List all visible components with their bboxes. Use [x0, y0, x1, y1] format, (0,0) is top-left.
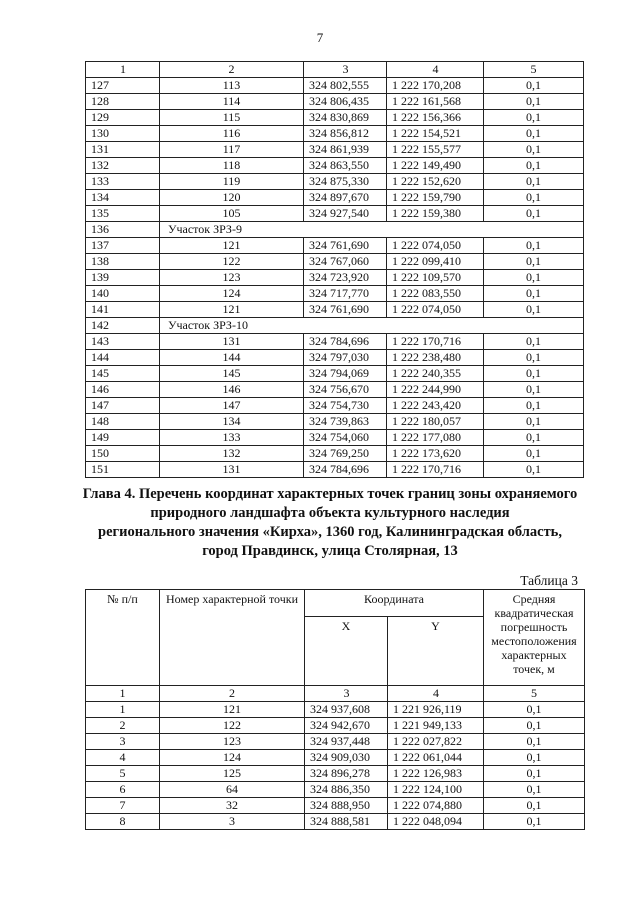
- error-value: 0,1: [484, 446, 584, 462]
- coord-y: 1 222 238,480: [387, 350, 484, 366]
- table-row: [86, 78, 584, 94]
- coord-x: 324 767,060: [304, 254, 387, 270]
- coord-x: 324 806,435: [304, 94, 387, 110]
- table-row: [86, 782, 585, 798]
- coord-x: 324 886,350: [305, 782, 388, 798]
- error-value: 0,1: [484, 190, 584, 206]
- coord-y: 1 222 159,790: [387, 190, 484, 206]
- table-row: [86, 286, 584, 302]
- row-number: 127: [86, 78, 160, 94]
- coord-x: 324 769,250: [304, 446, 387, 462]
- coord-y: 1 222 154,521: [387, 126, 484, 142]
- coord-x: 324 927,540: [304, 206, 387, 222]
- coord-y: 1 222 126,983: [388, 766, 484, 782]
- coord-x: 324 794,069: [304, 366, 387, 382]
- error-value: 0,1: [484, 206, 584, 222]
- table-row: [86, 158, 584, 174]
- coord-x: 324 861,939: [304, 142, 387, 158]
- row-number: 5: [86, 766, 160, 782]
- point-number: 132: [160, 446, 304, 462]
- coord-y: 1 222 243,420: [387, 398, 484, 414]
- coord-y: 1 222 170,716: [387, 334, 484, 350]
- coord-x: 324 723,920: [304, 270, 387, 286]
- error-value: 0,1: [484, 366, 584, 382]
- coord-y: 1 222 061,044: [388, 750, 484, 766]
- coord-x: 324 754,730: [304, 398, 387, 414]
- coord-y: 1 222 173,620: [387, 446, 484, 462]
- coord-y: 1 222 074,050: [387, 302, 484, 318]
- row-number: 146: [86, 382, 160, 398]
- point-number: 123: [160, 270, 304, 286]
- coord-x: 324 856,812: [304, 126, 387, 142]
- coord-x: 324 942,670: [305, 718, 388, 734]
- header-y: Y: [388, 617, 484, 686]
- error-value: 0,1: [484, 798, 585, 814]
- table-row: [86, 350, 584, 366]
- error-value: 5: [484, 686, 585, 702]
- column-index-row: [86, 62, 584, 78]
- chapter-heading-line: природного ландшафта объекта культурного наследия: [150, 505, 510, 521]
- row-number: 128: [86, 94, 160, 110]
- row-number: 132: [86, 158, 160, 174]
- row-number: 133: [86, 174, 160, 190]
- error-value: 0,1: [484, 782, 585, 798]
- error-value: 5: [484, 62, 584, 78]
- coord-x: 324 888,581: [305, 814, 388, 830]
- point-number: 121: [160, 238, 304, 254]
- header-point: Номер характерной точки: [160, 590, 305, 686]
- table-row: [86, 238, 584, 254]
- coord-y: 1 222 170,208: [387, 78, 484, 94]
- coord-y: 1 222 177,080: [387, 430, 484, 446]
- table-row: [86, 270, 584, 286]
- coord-x: 324 909,030: [305, 750, 388, 766]
- row-number: 144: [86, 350, 160, 366]
- error-value: 0,1: [484, 126, 584, 142]
- coord-x: 324 830,869: [304, 110, 387, 126]
- coord-y: 1 222 244,990: [387, 382, 484, 398]
- row-number: 130: [86, 126, 160, 142]
- coordinates-table-3: [85, 589, 585, 830]
- table-row: [86, 750, 585, 766]
- error-value: 0,1: [484, 462, 584, 478]
- table-row: [86, 366, 584, 382]
- table-row: [86, 382, 584, 398]
- point-number: 134: [160, 414, 304, 430]
- point-number: 114: [160, 94, 304, 110]
- coord-x: 3: [305, 686, 388, 702]
- point-number: 131: [160, 334, 304, 350]
- header-x: X: [305, 617, 388, 686]
- coord-y: 1 221 926,119: [388, 702, 484, 718]
- table-row: [86, 702, 585, 718]
- error-value: 0,1: [484, 734, 585, 750]
- table-row: [86, 814, 585, 830]
- point-number: 131: [160, 462, 304, 478]
- table-row: [86, 302, 584, 318]
- coordinates-table-continued: [85, 61, 584, 478]
- point-number: 113: [160, 78, 304, 94]
- error-value: 0,1: [484, 350, 584, 366]
- chapter-heading-line: город Правдинск, улица Столярная, 13: [202, 543, 458, 559]
- error-value: 0,1: [484, 94, 584, 110]
- row-number: 151: [86, 462, 160, 478]
- header-coords: Координата: [305, 590, 484, 617]
- point-number: 124: [160, 750, 305, 766]
- error-value: 0,1: [484, 302, 584, 318]
- error-value: 0,1: [484, 158, 584, 174]
- coord-y: 4: [387, 62, 484, 78]
- row-number: 131: [86, 142, 160, 158]
- error-value: 0,1: [484, 286, 584, 302]
- point-number: 133: [160, 430, 304, 446]
- table-row: [86, 462, 584, 478]
- error-value: 0,1: [484, 238, 584, 254]
- point-number: 105: [160, 206, 304, 222]
- point-number: 117: [160, 142, 304, 158]
- section-row: [86, 318, 584, 334]
- coord-x: 324 937,448: [305, 734, 388, 750]
- error-value: 0,1: [484, 174, 584, 190]
- error-value: 0,1: [484, 398, 584, 414]
- error-value: 0,1: [484, 414, 584, 430]
- section-title: Участок ЗРЗ-10: [160, 318, 584, 334]
- row-number: 3: [86, 734, 160, 750]
- row-number: 143: [86, 334, 160, 350]
- coord-x: 324 739,863: [304, 414, 387, 430]
- coord-y: 1 222 240,355: [387, 366, 484, 382]
- coord-x: 324 761,690: [304, 302, 387, 318]
- point-number: 146: [160, 382, 304, 398]
- error-value: 0,1: [484, 766, 585, 782]
- table-row: [86, 110, 584, 126]
- point-number: 118: [160, 158, 304, 174]
- coord-y: 1 222 109,570: [387, 270, 484, 286]
- coord-y: 1 222 180,057: [387, 414, 484, 430]
- row-number: 135: [86, 206, 160, 222]
- coord-y: 1 222 083,550: [387, 286, 484, 302]
- row-number: 2: [86, 718, 160, 734]
- coord-y: 1 222 159,380: [387, 206, 484, 222]
- coord-y: 1 222 074,880: [388, 798, 484, 814]
- header-num: № п/п: [86, 590, 160, 686]
- coord-y: 1 222 074,050: [387, 238, 484, 254]
- point-number: 32: [160, 798, 305, 814]
- coord-y: 1 222 048,094: [388, 814, 484, 830]
- point-number: 115: [160, 110, 304, 126]
- point-number: 120: [160, 190, 304, 206]
- table-row: [86, 126, 584, 142]
- chapter-heading-line: Глава 4. Перечень координат характерных точек границ зоны охраняемого: [82, 486, 578, 502]
- coord-y: 1 222 161,568: [387, 94, 484, 110]
- row-number: 8: [86, 814, 160, 830]
- table-row: [86, 446, 584, 462]
- error-value: 0,1: [484, 382, 584, 398]
- row-number: 136: [86, 222, 160, 238]
- table-row: [86, 430, 584, 446]
- coord-x: 324 875,330: [304, 174, 387, 190]
- coord-y: 1 222 124,100: [388, 782, 484, 798]
- row-number: 1: [86, 686, 160, 702]
- row-number: 148: [86, 414, 160, 430]
- coord-x: 324 761,690: [304, 238, 387, 254]
- coord-x: 324 756,670: [304, 382, 387, 398]
- row-number: 138: [86, 254, 160, 270]
- table-row: [86, 254, 584, 270]
- point-number: 121: [160, 302, 304, 318]
- coord-y: 1 222 170,716: [387, 462, 484, 478]
- row-number: 150: [86, 446, 160, 462]
- coord-x: 324 797,030: [304, 350, 387, 366]
- error-value: 0,1: [484, 334, 584, 350]
- coord-x: 324 784,696: [304, 462, 387, 478]
- row-number: 4: [86, 750, 160, 766]
- row-number: 147: [86, 398, 160, 414]
- table-row: [86, 334, 584, 350]
- table-row: [86, 414, 584, 430]
- coord-y: 1 222 099,410: [387, 254, 484, 270]
- coord-x: 324 784,696: [304, 334, 387, 350]
- row-number: 1: [86, 702, 160, 718]
- table-row: [86, 798, 585, 814]
- point-number: 64: [160, 782, 305, 798]
- chapter-heading: [40, 485, 620, 561]
- error-value: 0,1: [484, 110, 584, 126]
- coord-x: 324 888,950: [305, 798, 388, 814]
- row-number: 1: [86, 62, 160, 78]
- coord-x: 324 897,670: [304, 190, 387, 206]
- table-row: [86, 734, 585, 750]
- error-value: 0,1: [484, 718, 585, 734]
- error-value: 0,1: [484, 702, 585, 718]
- point-number: 147: [160, 398, 304, 414]
- table-row: [86, 190, 584, 206]
- table-row: [86, 206, 584, 222]
- row-number: 140: [86, 286, 160, 302]
- point-number: 124: [160, 286, 304, 302]
- coord-y: 1 222 027,822: [388, 734, 484, 750]
- point-number: 121: [160, 702, 305, 718]
- coord-x: 3: [304, 62, 387, 78]
- coord-x: 324 802,555: [304, 78, 387, 94]
- coord-y: 1 222 155,577: [387, 142, 484, 158]
- point-number: 122: [160, 254, 304, 270]
- coord-x: 324 717,770: [304, 286, 387, 302]
- table-row: [86, 766, 585, 782]
- error-value: 0,1: [484, 254, 584, 270]
- point-number: 145: [160, 366, 304, 382]
- point-number: 3: [160, 814, 305, 830]
- table-row: [86, 94, 584, 110]
- point-number: 116: [160, 126, 304, 142]
- point-number: 2: [160, 62, 304, 78]
- row-number: 7: [86, 798, 160, 814]
- row-number: 139: [86, 270, 160, 286]
- row-number: 134: [86, 190, 160, 206]
- row-number: 149: [86, 430, 160, 446]
- row-number: 142: [86, 318, 160, 334]
- row-number: 145: [86, 366, 160, 382]
- coord-y: 1 222 156,366: [387, 110, 484, 126]
- point-number: 144: [160, 350, 304, 366]
- coord-y: 4: [388, 686, 484, 702]
- table-label: Таблица 3: [520, 573, 578, 588]
- point-number: 2: [160, 686, 305, 702]
- row-number: 129: [86, 110, 160, 126]
- column-index-row: [86, 686, 585, 702]
- section-title: Участок ЗРЗ-9: [160, 222, 584, 238]
- error-value: 0,1: [484, 430, 584, 446]
- coord-y: 1 222 152,620: [387, 174, 484, 190]
- section-row: [86, 222, 584, 238]
- row-number: 6: [86, 782, 160, 798]
- table-row: [86, 174, 584, 190]
- point-number: 125: [160, 766, 305, 782]
- table-row: [86, 398, 584, 414]
- error-value: 0,1: [484, 78, 584, 94]
- point-number: 122: [160, 718, 305, 734]
- page-number: 7: [316, 30, 324, 45]
- error-value: 0,1: [484, 750, 585, 766]
- header-error: Средняя квадратическая погрешность местоположения характерных точек, м: [484, 590, 585, 686]
- table-row: [86, 718, 585, 734]
- error-value: 0,1: [484, 814, 585, 830]
- point-number: 119: [160, 174, 304, 190]
- coord-y: 1 222 149,490: [387, 158, 484, 174]
- coord-y: 1 221 949,133: [388, 718, 484, 734]
- chapter-heading-line: регионального значения «Кирха», 1360 год, Калининградская область,: [98, 524, 562, 540]
- row-number: 141: [86, 302, 160, 318]
- row-number: 137: [86, 238, 160, 254]
- table-row: [86, 142, 584, 158]
- coord-x: 324 896,278: [305, 766, 388, 782]
- point-number: 123: [160, 734, 305, 750]
- coord-x: 324 863,550: [304, 158, 387, 174]
- coord-x: 324 937,608: [305, 702, 388, 718]
- error-value: 0,1: [484, 142, 584, 158]
- coord-x: 324 754,060: [304, 430, 387, 446]
- error-value: 0,1: [484, 270, 584, 286]
